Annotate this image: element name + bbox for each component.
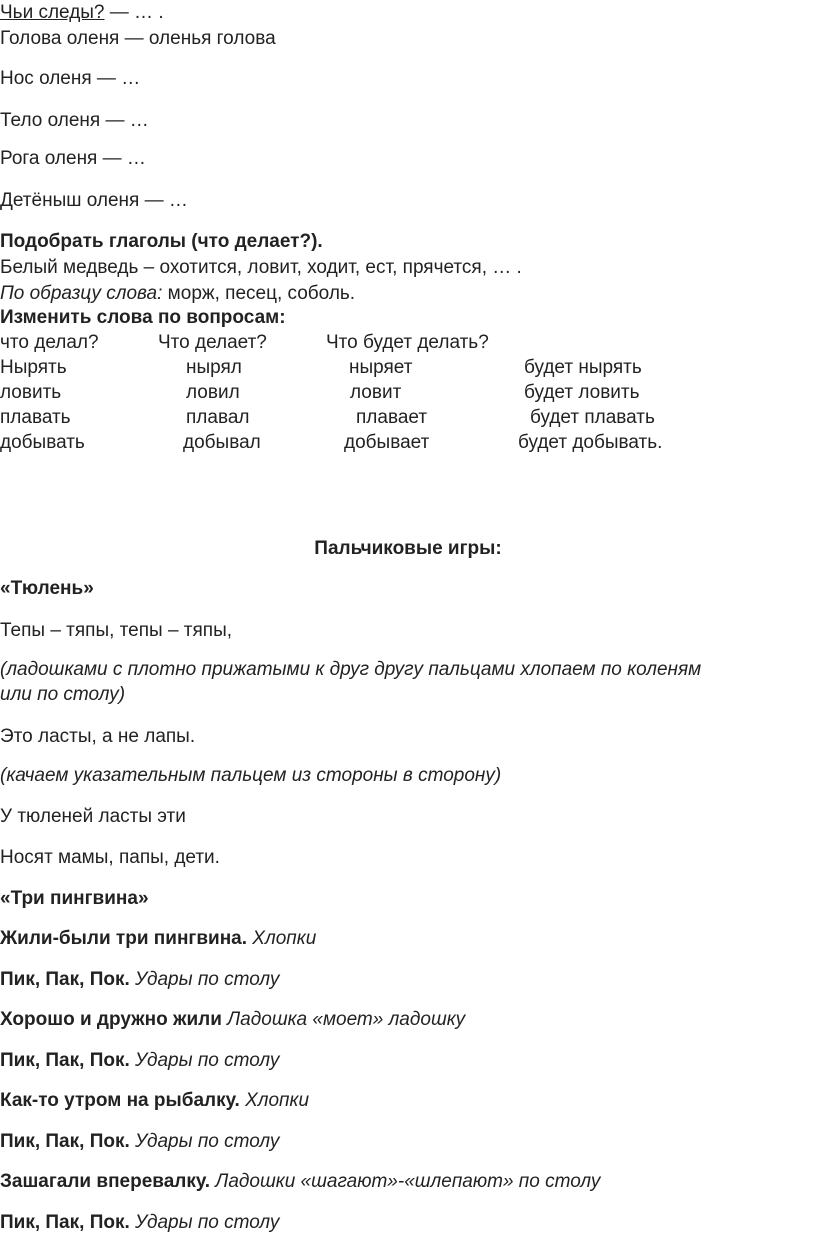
heading-rest-text: — … .	[104, 2, 164, 23]
game2-verse: Жили-были три пингвина.	[0, 928, 248, 949]
section1-item: Нос оленя — …	[0, 68, 141, 89]
pattern-label: По образцу слова:	[0, 283, 163, 304]
section2-pattern	[0, 283, 355, 305]
game2-action: Ладошка «моет» ладошку	[221, 1009, 466, 1030]
game2-action: Удары по столу	[129, 969, 280, 990]
game1-line: Носят мамы, папы, дети.	[0, 847, 220, 868]
table-cell: Нырять	[0, 357, 67, 378]
table-cell: будет плавать	[530, 407, 655, 428]
table-header-cell: что делал?	[0, 332, 99, 353]
game1-note: (качаем указательным пальцем из стороны в сторону)	[0, 765, 502, 786]
heading-underlined-text: Чьи следы?	[0, 2, 105, 23]
game2-verse: Зашагали вперевалку.	[0, 1171, 211, 1192]
game2-line	[0, 1050, 279, 1072]
game2-line	[0, 928, 316, 950]
table-cell: добывать	[0, 432, 85, 453]
game2-verse: Пик, Пак, Пок.	[0, 969, 130, 990]
game2-action: Удары по столу	[129, 1131, 280, 1152]
table-cell: плавал	[186, 407, 250, 428]
game2-action: Хлопки	[247, 928, 317, 949]
game2-line	[0, 1090, 309, 1112]
table-cell: ловить	[0, 382, 62, 403]
table-cell: будет нырять	[524, 357, 642, 378]
game2-title: «Три пингвина»	[0, 888, 149, 909]
game1-line: У тюленей ласты эти	[0, 806, 186, 827]
table-header-cell: Что будет делать?	[326, 332, 489, 353]
section1-item: Тело оленя — …	[0, 110, 149, 131]
game2-line	[0, 1009, 465, 1031]
section3-heading: Изменить слова по вопросам:	[0, 307, 286, 328]
game2-verse: Как-то утром на рыбалку.	[0, 1090, 240, 1111]
table-cell: будет добывать.	[518, 432, 663, 453]
game2-line	[0, 1131, 279, 1153]
game1-line: Тепы – тяпы, тепы – тяпы,	[0, 620, 233, 641]
game2-action: Удары по столу	[129, 1212, 280, 1233]
section1-item: Голова оленя — оленья голова	[0, 28, 276, 49]
game2-line	[0, 1212, 279, 1234]
game2-action: Хлопки	[239, 1090, 310, 1111]
game1-note: или по столу)	[0, 684, 126, 705]
table-cell: плавает	[356, 407, 428, 428]
table-cell: будет ловить	[524, 382, 640, 403]
game2-verse: Пик, Пак, Пок.	[0, 1212, 130, 1233]
table-cell: плавать	[0, 407, 71, 428]
game1-note: (ладошками с плотно прижатыми к друг другу пальцами хлопаем по коленям	[0, 659, 702, 680]
section1-item: Рога оленя — …	[0, 148, 146, 169]
game2-line	[0, 969, 279, 991]
section1-heading	[0, 2, 164, 24]
game2-line	[0, 1171, 600, 1193]
section2-heading: Подобрать глаголы (что делает?).	[0, 231, 323, 252]
table-cell: ловит	[350, 382, 402, 403]
section2-example: Белый медведь – охотится, ловит, ходит, ест, прячется, … .	[0, 257, 522, 278]
game2-action: Удары по столу	[129, 1050, 280, 1071]
table-cell: добывал	[183, 432, 261, 453]
table-header-cell: Что делает?	[158, 332, 267, 353]
table-cell: ныряет	[349, 357, 413, 378]
pattern-words: морж, песец, соболь.	[162, 283, 356, 304]
section1-item: Детёныш оленя — …	[0, 190, 188, 211]
game1-line: Это ласты, а не лапы.	[0, 726, 196, 747]
game2-verse: Хорошо и дружно жили	[0, 1009, 222, 1030]
game1-title: «Тюлень»	[0, 578, 94, 599]
table-cell: нырял	[186, 357, 242, 378]
table-cell: ловил	[186, 382, 240, 403]
game2-verse: Пик, Пак, Пок.	[0, 1050, 130, 1071]
game2-verse: Пик, Пак, Пок.	[0, 1131, 130, 1152]
table-cell: добывает	[344, 432, 430, 453]
game2-action: Ладошки «шагают»-«шлепают» по столу	[210, 1171, 601, 1192]
finger-games-title: Пальчиковые игры:	[314, 538, 502, 559]
